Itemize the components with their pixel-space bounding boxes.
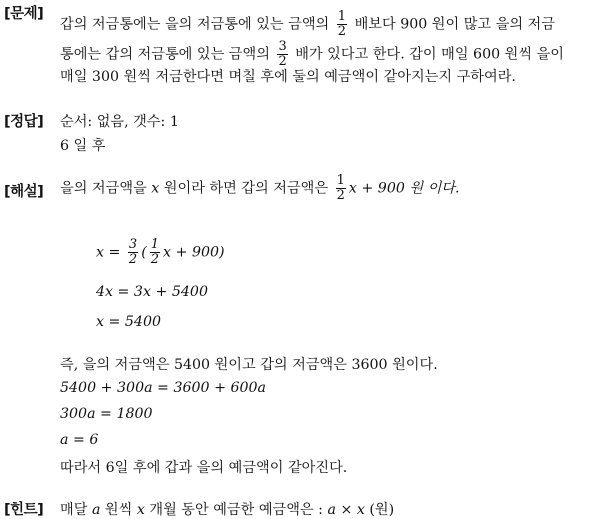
fraction <box>337 10 347 39</box>
answer-label: [정답] <box>4 114 44 130</box>
fraction <box>128 238 138 267</box>
problem-line-1 <box>60 10 555 39</box>
fraction <box>336 174 346 203</box>
variable-x: x <box>151 180 160 197</box>
numerator: 1 <box>150 237 160 252</box>
problem-text: 갑의 저금통에는 을의 저금통에 있는 금액의 <box>60 16 330 33</box>
numerator: 3 <box>128 237 138 252</box>
solution-line-3: 300a = 1800 <box>60 406 153 422</box>
problem-line-2 <box>60 40 564 69</box>
numerator: 3 <box>278 39 287 54</box>
numerator: 1 <box>337 9 347 24</box>
solution-line-4: a = 6 <box>60 432 99 448</box>
hint-label: [힌트] <box>4 502 44 518</box>
hint-text: 원씩 <box>104 502 133 518</box>
hint-text: 개월 동안 예금한 예금액은 : <box>149 502 323 518</box>
paren: ( <box>141 244 147 261</box>
solution-text: 을의 저금액을 <box>60 180 147 197</box>
problem-line-3: 매일 300 원씩 저금한다면 며칠 후에 둘의 예금액이 같아지는지 구하여라. <box>60 69 516 85</box>
problem-text: 배보다 900 원이 많고 을의 저금 <box>354 16 555 33</box>
fraction <box>150 238 160 267</box>
hint-expr: a × x <box>327 502 365 518</box>
solution-line-1: 즉, 을의 저금액은 5400 원이고 갑의 저금액은 3600 원이다. <box>60 357 438 373</box>
equation-lhs: x = <box>96 244 121 261</box>
fraction <box>277 40 287 69</box>
denominator: 2 <box>336 188 345 203</box>
solution-intro <box>60 174 460 203</box>
denominator: 2 <box>278 54 287 69</box>
denominator: 2 <box>337 24 347 39</box>
equation-1 <box>96 238 225 267</box>
solution-line-5: 따라서 6일 후에 갑과 을의 예금액이 같아진다. <box>60 460 348 476</box>
problem-text: 배가 있다고 한다. 갑이 매일 600 원씩 을이 <box>295 46 564 63</box>
variable-a: a <box>91 502 101 518</box>
hint-line <box>60 499 394 519</box>
hint-text: 매달 <box>60 502 88 518</box>
equation-2: 4x = 3x + 5400 <box>96 284 208 300</box>
problem-text: 통에는 갑의 저금통에 있는 금액의 <box>60 46 270 63</box>
solution-expr: x + 900 원 이다. <box>348 180 460 197</box>
equation-rest: x + 900) <box>163 244 225 261</box>
denominator: 2 <box>128 252 138 267</box>
solution-line-2: 5400 + 300a = 3600 + 600a <box>60 380 267 396</box>
denominator: 2 <box>150 252 160 267</box>
answer-line-1: 순서: 없음, 갯수: 1 <box>60 114 179 130</box>
solution-label: [해설] <box>4 184 44 200</box>
answer-line-2: 6 일 후 <box>60 138 106 154</box>
hint-text: (원) <box>369 502 395 518</box>
numerator: 1 <box>336 173 345 188</box>
equation-3: x = 5400 <box>96 314 162 330</box>
solution-text: 원이라 하면 갑의 저금액은 <box>163 180 329 197</box>
variable-x: x <box>136 502 145 518</box>
problem-label: [문제] <box>4 6 44 22</box>
